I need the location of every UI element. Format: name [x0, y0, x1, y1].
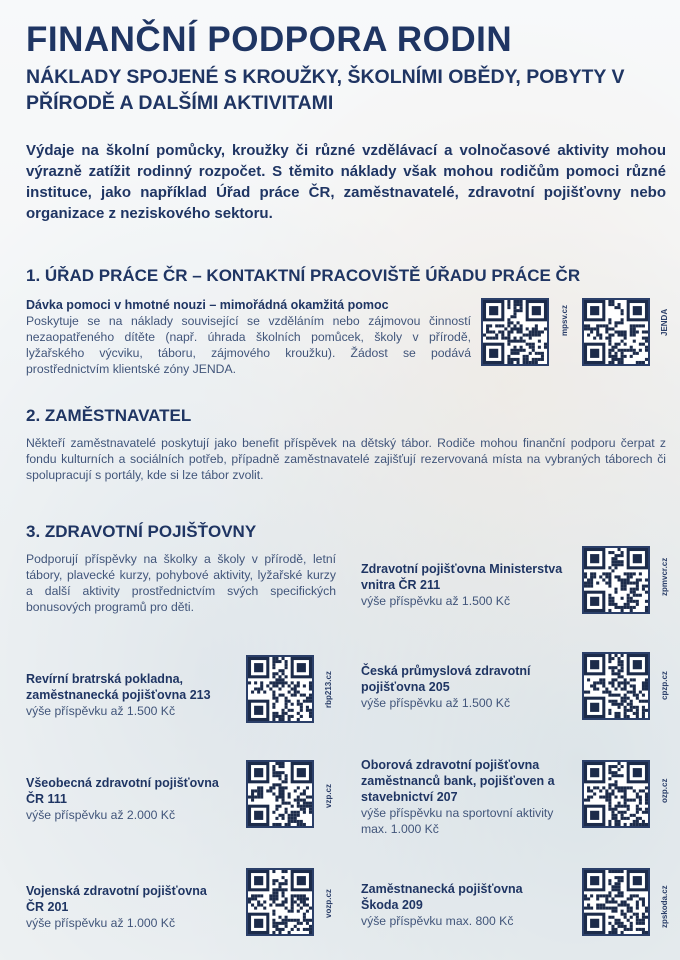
section3-title: 3. ZDRAVOTNÍ POJIŠŤOVNY [26, 522, 257, 541]
section1-heading: Dávka pomoci v hmotné nouzi – mimořádná okamžitá pomoc [26, 298, 389, 312]
insurer-amount: výše příspěvku až 1.500 Kč [361, 594, 511, 608]
insurer-amount: výše příspěvku max. 800 Kč [361, 914, 514, 928]
insurer-name: Všeobecná zdravotní pojišťovna ČR 111 [26, 776, 219, 806]
insurer-name: Zdravotní pojišťovna Ministerstva vnitra ČR 211 [361, 562, 563, 592]
qr-code-zpskoda[interactable] [582, 868, 650, 936]
section2-text: Někteří zaměstnavatelé poskytují jako benefit příspěvek na dětský tábor. Rodiče mohou finanční podporu čerpat z fondu kulturních a sociálních potřeb, případně zaměstnavatelé zajišťují rezervovaná místa na vybraných táborech či spolupracují s portály, kde si lze tábor zvolit. [26, 436, 666, 482]
insurer-amount: výše příspěvku až 1.500 Kč [361, 696, 511, 710]
qr-label-ozp: ozp.cz [660, 778, 669, 803]
qr-code-mpsv[interactable] [481, 298, 549, 366]
qr-label-zpskoda: zpskoda.cz [660, 885, 669, 928]
qr-code-zpmvcr[interactable] [582, 546, 650, 614]
qr-code-jenda[interactable] [582, 298, 650, 366]
qr-code-cpzp[interactable] [582, 652, 650, 720]
qr-label-rbp213: rbp213.cz [324, 671, 333, 708]
page-subtitle: NÁKLADY SPOJENÉ S KROUŽKY, ŠKOLNÍMI OBĚDY, POBYTY V PŘÍRODĚ A DALŠÍMI AKTIVITAMI [26, 66, 625, 114]
qr-label-vzp: vzp.cz [324, 783, 333, 808]
qr-label-vozp: vozp.cz [324, 889, 333, 918]
intro-paragraph: Výdaje na školní pomůcky, kroužky či různé vzdělávací a volnočasové aktivity mohou výrazně zatížit rodinný rozpočet. S těmito náklady však mohou rodičům pomoci různé instituce, jako například Úřad práce ČR, zaměstnavatelé, zdravotní pojišťovny nebo organizace z neziskového sektoru. [26, 142, 666, 222]
qr-code-vzp[interactable] [246, 760, 314, 828]
qr-label-mpsv: mpsv.cz [560, 305, 569, 336]
qr-label-zpmvcr: zpmvcr.cz [660, 557, 669, 596]
qr-code-vozp[interactable] [246, 868, 314, 936]
qr-code-rbp213[interactable] [246, 655, 314, 723]
insurer-name: Česká průmyslová zdravotní pojišťovna 205 [361, 664, 531, 694]
insurer-amount: výše příspěvku až 1.000 Kč [26, 916, 176, 930]
insurer-name: Zaměstnanecká pojišťovna Škoda 209 [361, 882, 523, 912]
page-title: FINANČNÍ PODPORA RODIN [26, 20, 513, 59]
section1-title: 1. ÚŘAD PRÁCE ČR – KONTAKTNÍ PRACOVIŠTĚ ÚŘADU PRÁCE ČR [26, 266, 581, 285]
section1-text: Poskytuje se na náklady související se vzděláním nebo zájmovou činností nezaopatřeného dítěte (např. úhrada školních pomůcek, školy v přírodě, lyžařského výcviku, táboru, zájmového kroužku). Žádost se podává prostřednictvím klientské zóny JENDA. [26, 314, 471, 376]
qr-code-ozp[interactable] [582, 760, 650, 828]
insurer-name: Revírní bratrská pokladna, zaměstnanecká pojišťovna 213 [26, 672, 211, 702]
qr-label-jenda: JENDA [660, 308, 669, 336]
insurer-amount: výše příspěvku až 1.500 Kč [26, 704, 176, 718]
insurer-amount: výše příspěvku až 2.000 Kč [26, 808, 176, 822]
section2-title: 2. ZAMĚSTNAVATEL [26, 406, 192, 425]
section3-text: Podporují příspěvky na školky a školy v přírodě, letní tábory, plavecké kurzy, pohybové aktivity, lyžařské kurzy a další aktivity prostřednictvím svých specifických bonusových programů pro děti. [26, 552, 336, 614]
insurer-name: Vojenská zdravotní pojišťovna ČR 201 [26, 884, 207, 914]
qr-label-cpzp: cpzp.cz [660, 671, 669, 700]
insurer-name: Oborová zdravotní pojišťovna zaměstnanců bank, pojišťoven a stavebnictví 207 [361, 758, 555, 804]
insurer-amount: výše příspěvku na sportovní aktivity max. 1.000 Kč [361, 806, 554, 836]
